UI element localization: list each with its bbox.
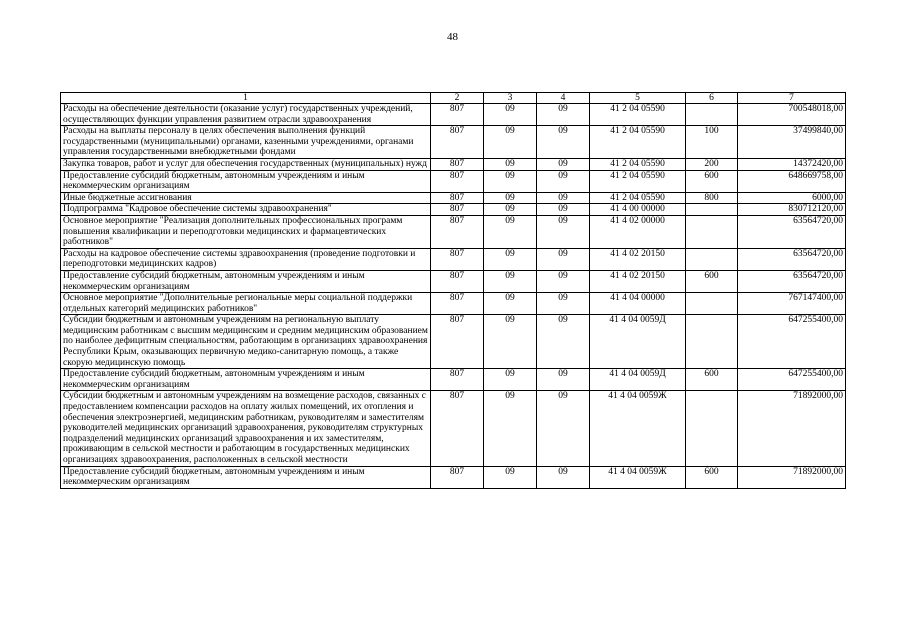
row-amount-cell: 830712120,00 <box>738 204 846 216</box>
table-row <box>61 391 846 466</box>
row-target-article-cell: 41 2 04 05590 <box>590 104 686 126</box>
table-body <box>61 104 846 489</box>
row-expense-type-cell <box>686 204 738 216</box>
row-amount-cell: 63564720,00 <box>738 215 846 248</box>
row-target-article-cell: 41 2 04 05590 <box>590 126 686 159</box>
row-subsection-cell: 09 <box>537 466 590 488</box>
row-target-article-cell: 41 4 00 00000 <box>590 204 686 216</box>
row-section-cell: 09 <box>484 369 537 391</box>
row-expense-type-cell: 800 <box>686 192 738 204</box>
row-name-cell: Закупка товаров, работ и услуг для обеспечения государственных (муниципальных) нужд <box>61 158 431 170</box>
row-name-cell: Основное мероприятие "Реализация дополнительных профессиональных программ повышения квалификации и переподготовки медицинских и фармацевтических работников" <box>61 215 431 248</box>
row-section-cell: 09 <box>484 104 537 126</box>
row-section-cell: 09 <box>484 270 537 292</box>
row-target-article-cell: 41 2 04 05590 <box>590 158 686 170</box>
row-subsection-cell: 09 <box>537 126 590 159</box>
row-name-cell: Расходы на выплаты персоналу в целях обеспечения выполнения функций государственными (муниципальными) органами, казенными учреждениями, органами управления государственными внебюджетными фондами <box>61 126 431 159</box>
row-code-cell: 807 <box>431 126 484 159</box>
row-section-cell: 09 <box>484 158 537 170</box>
row-code-cell: 807 <box>431 369 484 391</box>
row-section-cell: 09 <box>484 293 537 315</box>
row-section-cell: 09 <box>484 204 537 216</box>
row-amount-cell: 700548018,00 <box>738 104 846 126</box>
row-section-cell: 09 <box>484 192 537 204</box>
row-expense-type-cell <box>686 293 738 315</box>
row-amount-cell: 647255400,00 <box>738 369 846 391</box>
column-header: 2 <box>431 93 484 104</box>
row-subsection-cell: 09 <box>537 391 590 466</box>
row-amount-cell: 37499840,00 <box>738 126 846 159</box>
row-subsection-cell: 09 <box>537 204 590 216</box>
table-row <box>61 204 846 216</box>
table-row <box>61 104 846 126</box>
row-subsection-cell: 09 <box>537 248 590 270</box>
row-amount-cell: 71892000,00 <box>738 466 846 488</box>
row-name-cell: Подпрограмма "Кадровое обеспечение системы здравоохранения" <box>61 204 431 216</box>
table-row <box>61 192 846 204</box>
row-code-cell: 807 <box>431 391 484 466</box>
row-subsection-cell: 09 <box>537 270 590 292</box>
column-header: 4 <box>537 93 590 104</box>
row-expense-type-cell <box>686 248 738 270</box>
column-header: 7 <box>738 93 846 104</box>
row-target-article-cell: 41 4 04 0059Ж <box>590 391 686 466</box>
row-target-article-cell: 41 4 02 20150 <box>590 270 686 292</box>
row-expense-type-cell <box>686 215 738 248</box>
row-amount-cell: 647255400,00 <box>738 315 846 369</box>
row-code-cell: 807 <box>431 270 484 292</box>
table-row <box>61 466 846 488</box>
page-number: 48 <box>447 31 458 43</box>
row-amount-cell: 71892000,00 <box>738 391 846 466</box>
row-expense-type-cell <box>686 104 738 126</box>
row-section-cell: 09 <box>484 215 537 248</box>
row-name-cell: Расходы на кадровое обеспечение системы здравоохранения (проведение подготовки и переподготовки медицинских кадров) <box>61 248 431 270</box>
row-subsection-cell: 09 <box>537 369 590 391</box>
column-header: 3 <box>484 93 537 104</box>
table-row <box>61 158 846 170</box>
table-row <box>61 369 846 391</box>
row-subsection-cell: 09 <box>537 170 590 192</box>
row-target-article-cell: 41 2 04 05590 <box>590 192 686 204</box>
row-subsection-cell: 09 <box>537 104 590 126</box>
table-row <box>61 248 846 270</box>
row-code-cell: 807 <box>431 215 484 248</box>
row-name-cell: Предоставление субсидий бюджетным, автономным учреждениям и иным некоммерческим организациям <box>61 170 431 192</box>
row-code-cell: 807 <box>431 170 484 192</box>
row-expense-type-cell: 200 <box>686 158 738 170</box>
row-amount-cell: 6000,00 <box>738 192 846 204</box>
row-section-cell: 09 <box>484 315 537 369</box>
table-header-row <box>61 93 846 104</box>
budget-table <box>60 92 846 489</box>
row-code-cell: 807 <box>431 293 484 315</box>
row-expense-type-cell: 600 <box>686 466 738 488</box>
table-row <box>61 315 846 369</box>
row-subsection-cell: 09 <box>537 315 590 369</box>
row-section-cell: 09 <box>484 126 537 159</box>
row-subsection-cell: 09 <box>537 158 590 170</box>
row-name-cell: Предоставление субсидий бюджетным, автономным учреждениям и иным некоммерческим организациям <box>61 466 431 488</box>
row-name-cell: Предоставление субсидий бюджетным, автономным учреждениям и иным некоммерческим организациям <box>61 270 431 292</box>
table-row <box>61 170 846 192</box>
row-name-cell: Иные бюджетные ассигнования <box>61 192 431 204</box>
row-expense-type-cell: 600 <box>686 270 738 292</box>
row-amount-cell: 63564720,00 <box>738 248 846 270</box>
column-header: 5 <box>590 93 686 104</box>
row-amount-cell: 767147400,00 <box>738 293 846 315</box>
row-code-cell: 807 <box>431 466 484 488</box>
row-target-article-cell: 41 4 04 0059Д <box>590 315 686 369</box>
row-expense-type-cell <box>686 391 738 466</box>
table-row <box>61 126 846 159</box>
row-name-cell: Субсидии бюджетным и автономным учреждениям на региональную выплату медицинским работникам с высшим медицинским и средним медицинским образованием по наиболее дефицитным специальностям, работающим в организациях здравоохранения Республики Крым, оказывающих первичную медико-санитарную помощь, а также скорую медицинскую помощь <box>61 315 431 369</box>
row-target-article-cell: 41 2 04 05590 <box>590 170 686 192</box>
row-section-cell: 09 <box>484 391 537 466</box>
row-subsection-cell: 09 <box>537 192 590 204</box>
row-code-cell: 807 <box>431 104 484 126</box>
row-code-cell: 807 <box>431 158 484 170</box>
row-subsection-cell: 09 <box>537 293 590 315</box>
table-row <box>61 293 846 315</box>
table-row <box>61 270 846 292</box>
row-target-article-cell: 41 4 04 0059Ж <box>590 466 686 488</box>
table-row <box>61 215 846 248</box>
row-section-cell: 09 <box>484 248 537 270</box>
row-amount-cell: 63564720,00 <box>738 270 846 292</box>
column-header: 6 <box>686 93 738 104</box>
row-expense-type-cell <box>686 315 738 369</box>
row-expense-type-cell: 600 <box>686 369 738 391</box>
row-name-cell: Предоставление субсидий бюджетным, автономным учреждениям и иным некоммерческим организациям <box>61 369 431 391</box>
row-amount-cell: 648669758,00 <box>738 170 846 192</box>
row-code-cell: 807 <box>431 315 484 369</box>
row-target-article-cell: 41 4 04 0059Д <box>590 369 686 391</box>
row-subsection-cell: 09 <box>537 215 590 248</box>
row-target-article-cell: 41 4 02 20150 <box>590 248 686 270</box>
row-section-cell: 09 <box>484 170 537 192</box>
row-name-cell: Основное мероприятие "Дополнительные региональные меры социальной поддержки отдельных категорий медицинских работников" <box>61 293 431 315</box>
column-header: 1 <box>61 93 431 104</box>
row-name-cell: Субсидии бюджетным и автономным учреждениям на возмещение расходов, связанных с предоставлением компенсации расходов на оплату жилых помещений, их отопления и обеспечения электроэнергией, медицинским работникам, руководителям и заместителям руководителей медицинских организаций здравоохранения, руководителям структурных подразделений медицинских организаций здравоохранения и их заместителям, проживающим в сельской местности и работающим в государственных медицинских организациях здравоохранения, расположенных в сельской местности <box>61 391 431 466</box>
row-name-cell: Расходы на обеспечение деятельности (оказание услуг) государственных учреждений, осуществляющих функции управления развитием отрасли здравоохранения <box>61 104 431 126</box>
row-target-article-cell: 41 4 04 00000 <box>590 293 686 315</box>
row-expense-type-cell: 100 <box>686 126 738 159</box>
row-expense-type-cell: 600 <box>686 170 738 192</box>
row-code-cell: 807 <box>431 192 484 204</box>
row-section-cell: 09 <box>484 466 537 488</box>
row-amount-cell: 14372420,00 <box>738 158 846 170</box>
row-target-article-cell: 41 4 02 00000 <box>590 215 686 248</box>
row-code-cell: 807 <box>431 248 484 270</box>
row-code-cell: 807 <box>431 204 484 216</box>
